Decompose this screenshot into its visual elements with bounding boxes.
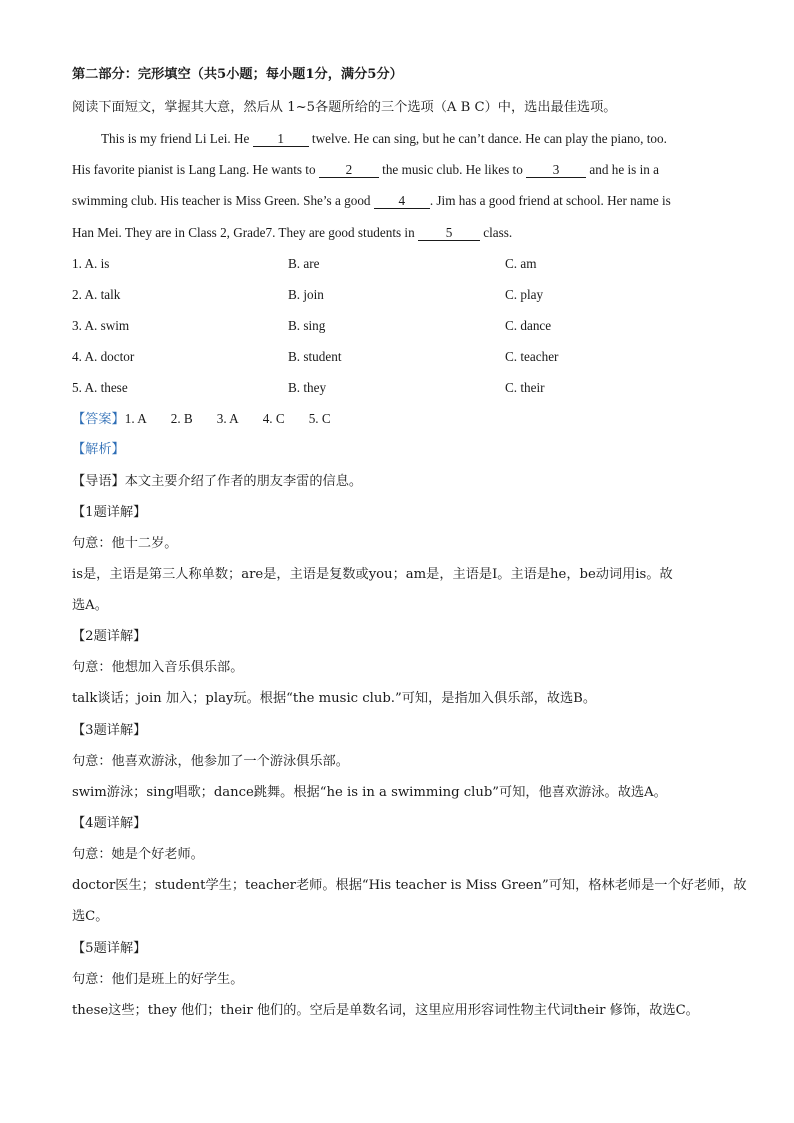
blank-1: 1 [253,132,309,147]
option-5c: C. their [505,380,545,395]
option-4c: C. teacher [505,349,559,364]
blank-5: 5 [418,226,480,241]
option-1c: C. am [505,256,537,271]
answer-item: 2. B [170,411,193,426]
option-5b: B. they [288,380,327,395]
blank-4: 4 [374,194,430,209]
option-4b: B. student [288,349,342,364]
passage-text: This is my friend Li Lei. He [101,131,253,146]
detail-3-explanation: swim游泳；sing唱歌；dance跳舞。根据“he is in a swimming club”可知，他喜欢游泳。故选A。 [72,785,667,800]
detail-5-meaning: 句意：他们是班上的好学生。 [72,972,244,987]
option-4a: 4. A. doctor [72,349,135,364]
detail-4-heading: 【4题详解】 [72,816,147,831]
passage-text: His favorite pianist is Lang Lang. He wants to [72,162,319,177]
instruction-text: 阅读下面短文，掌握其大意，然后从 1~5各题所给的三个选项（A B C）中，选出最佳选项。 [72,100,617,115]
section-title: 第二部分：完形填空（共5小题；每小题1分，满分5分） [72,67,403,82]
blank-2: 2 [319,163,379,178]
detail-2-heading: 【2题详解】 [72,629,147,644]
passage-line-3 [72,194,671,209]
detail-3-meaning: 句意：他喜欢游泳，他参加了一个游泳俱乐部。 [72,754,349,769]
detail-1-heading: 【1题详解】 [72,505,147,520]
detail-2-explanation: talk谈话；join 加入；play玩。根据“the music club.”可知，是指加入俱乐部，故选B。 [72,691,597,706]
detail-4-explanation-cont: 选C。 [72,909,109,924]
guide-text: 【导语】本文主要介绍了作者的朋友李雷的信息。 [72,474,363,489]
detail-5-explanation: these这些；they 他们；their 他们的。空后是单数名词，这里应用形容词性物主代词their 修饰，故选C。 [72,1003,699,1018]
passage-text: the music club. He likes to [378,162,527,177]
passage-text: class. [479,225,513,240]
option-2a: 2. A. talk [72,287,121,302]
detail-1-meaning: 句意：他十二岁。 [72,536,178,551]
detail-1-explanation: is是，主语是第三人称单数；are是，主语是复数或you；am是，主语是I。主语是he，be动词用is。故 [72,567,673,582]
answer-label: 【答案】 [72,412,125,427]
detail-4-meaning: 句意：她是个好老师。 [72,847,204,862]
option-3b: B. sing [288,318,326,333]
answer-item: 1. A [124,411,147,426]
passage-text: twelve. He can sing, but he can’t dance. He can play the piano, too. [308,131,667,146]
passage-line-4 [72,226,512,241]
passage-line-2 [72,163,659,178]
passage-text: Han Mei. They are in Class 2, Grade7. They are good students in [72,225,418,240]
detail-1-explanation-cont: 选A。 [72,598,108,613]
answer-item: 3. A [216,411,239,426]
option-5a: 5. A. these [72,380,128,395]
option-3a: 3. A. swim [72,318,130,333]
passage-text: and he is in a [586,162,659,177]
option-1b: B. are [288,256,320,271]
passage-text: . Jim has a good friend at school. Her name is [429,193,671,208]
analysis-label: 【解析】 [72,442,125,457]
option-1a: 1. A. is [72,256,110,271]
passage-text: swimming club. His teacher is Miss Green. She’s a good [72,193,374,208]
detail-2-meaning: 句意：他想加入音乐俱乐部。 [72,660,244,675]
blank-3: 3 [526,163,586,178]
passage-line-1 [101,132,667,147]
option-2c: C. play [505,287,544,302]
detail-5-heading: 【5题详解】 [72,941,147,956]
option-2b: B. join [288,287,324,302]
detail-3-heading: 【3题详解】 [72,723,147,738]
answer-item: 5. C [308,411,331,426]
answer-item: 4. C [262,411,285,426]
answer-line [72,412,355,426]
detail-4-explanation: doctor医生；student学生；teacher老师。根据“His teacher is Miss Green”可知，格林老师是一个好老师，故 [72,878,747,893]
option-3c: C. dance [505,318,552,333]
